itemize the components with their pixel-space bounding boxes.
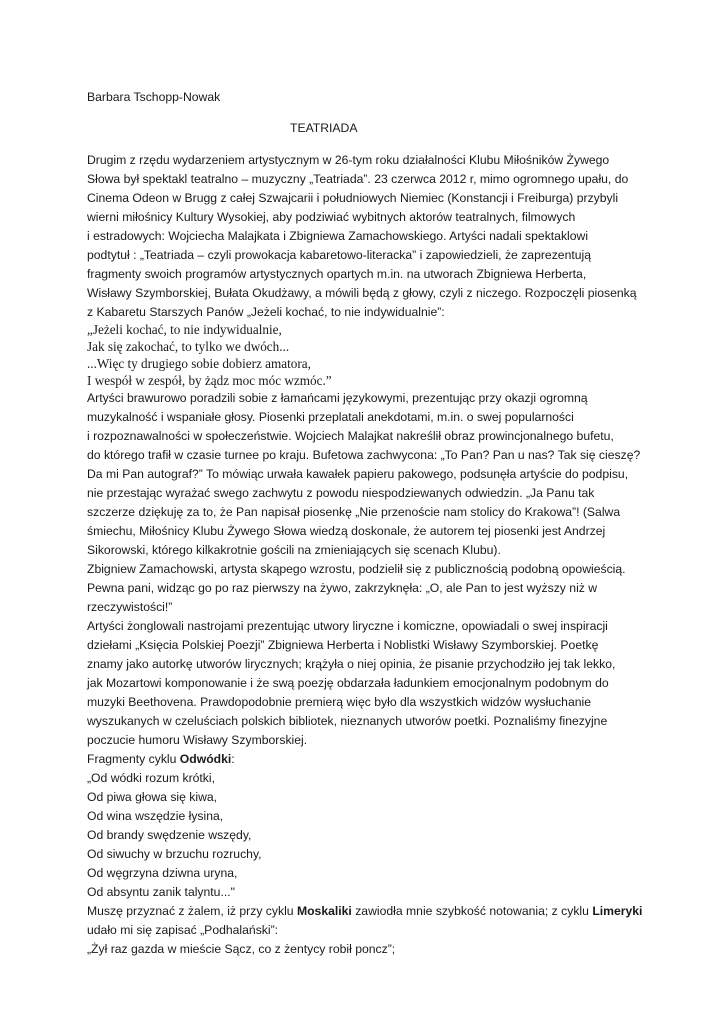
paragraph-line: i rozpoznawalności w społeczeństwie. Wojciech Malajkat nakreślił obraz prowincjonalnego bufetu,: [87, 429, 614, 443]
paragraph-line: Wisławy Szymborskiej, Bułata Okudżawy, a mówili będą z głowy, czyli z niczego. Rozpoczęli piosenką: [87, 286, 637, 300]
paragraph-line: z Kabaretu Starszych Panów „Jeżeli kochać, to nie indywidualnie”:: [87, 305, 445, 319]
paragraph-line: Artyści żonglowali nastrojami prezentując utwory liryczne i komiczne, opowiadali o swej inspiracji: [87, 619, 608, 633]
paragraph-line-cycles: [87, 903, 642, 919]
poem-line: „Od wódki rozum krótki,: [87, 771, 215, 785]
cycle-heading-odwodki: [87, 751, 235, 767]
poem-line: Od brandy swędzenie wszędy,: [87, 828, 252, 842]
document-title: TEATRIADA: [290, 121, 358, 135]
cycle-name-bold: Moskaliki: [296, 904, 352, 918]
poem-line: Od wina wszędzie łysina,: [87, 809, 224, 823]
paragraph-line: Artyści brawurowo poradzili sobie z łamańcami językowymi, prezentując przy okazji ogromną: [87, 391, 588, 405]
paragraph-line: wyszukanych w czeluściach polskich bibliotek, nieznanych utworów poetki. Poznaliśmy finezyjne: [87, 714, 608, 728]
paragraph-line: dziełami „Księcia Polskiej Poezji” Zbigniewa Herberta i Noblistki Wisławy Szymborskiej. Poetkę: [87, 638, 599, 652]
paragraph-line: Pewna pani, widząc go po raz pierwszy na żywo, zakrzyknęła: „O, ale Pan to jest wyższy niż w: [87, 581, 598, 595]
paragraph-line: jak Mozartowi komponowanie i że swą poezję obdarzała ładunkiem emocjonalnym podobnym do: [87, 676, 609, 690]
song-verse-line: Jak się zakochać, to tylko we dwóch...: [87, 339, 290, 354]
paragraph-line: znamy jako autorkę utworów lirycznych; krążyła o niej opinia, że pisanie przychodziło jej tak lekko,: [87, 657, 616, 671]
paragraph-line: muzykalność i wspaniałe głosy. Piosenki przeplatali anekdotami, m.in. o swej popularności: [87, 410, 574, 424]
song-verse-line: ...Więc ty drugiego sobie dobierz amatora,: [87, 356, 311, 371]
paragraph-line: Drugim z rzędu wydarzeniem artystycznym w 26-tym roku działalności Klubu Miłośników Żywego: [87, 153, 610, 167]
paragraph-line: rzeczywistości!”: [87, 600, 173, 614]
paragraph-line: Da mi Pan autograf?” To mówiąc urwała kawałek papieru pakowego, podsunęła artyście do podpisu,: [87, 467, 629, 481]
paragraph-line: udało mi się zapisać „Podhalański”:: [87, 923, 279, 937]
poem-line: Od siwuchy w brzuchu rozruchy,: [87, 847, 262, 861]
paragraph-line: nie przestając wyrażać swego zachwytu z powodu niespodziewanych odwiedzin. „Ja Panu tak: [87, 486, 595, 500]
song-verse-line: „Jeżeli kochać, to nie indywidualnie,: [87, 322, 282, 337]
paragraph-line: Zbigniew Zamachowski, artysta skąpego wzrostu, podzielił się z publicznością podobną opowieścią.: [87, 562, 626, 576]
poem-line: Od węgrzyna dziwna uryna,: [87, 866, 238, 880]
cycle-name-bold: Limeryki: [592, 904, 643, 918]
paragraph-line: muzyki Beethovena. Prawdopodobnie premierą więc było dla wszystkich widzów wysłuchanie: [87, 695, 591, 709]
text-run: Muszę przyznać z żalem, iż przy cyklu: [87, 904, 297, 918]
song-verse-line: I wespół w zespół, by żądz moc móc wzmóc.”: [87, 373, 332, 388]
text-run: Fragmenty cyklu: [87, 752, 180, 766]
paragraph-line: „Żył raz gazda w mieście Sącz, co z żentycy robił poncz”;: [87, 942, 396, 956]
paragraph-line: Cinema Odeon w Brugg z całej Szwajcarii i południowych Niemiec (Konstancji i Freiburga) przybyli: [87, 191, 619, 205]
text-run: :: [231, 752, 235, 766]
paragraph-line: do którego trafił w czasie turnee po kraju. Bufetowa zachwycona: „To Pan? Pan u nas? Tak się cieszę?: [87, 448, 641, 462]
poem-line: Od piwa głowa się kiwa,: [87, 790, 218, 804]
author-name: Barbara Tschopp-Nowak: [87, 90, 221, 104]
text-run: zawiodła mnie szybkość notowania; z cyklu: [351, 904, 593, 918]
paragraph-line: szczerze dziękuję za to, że Pan napisał piosenkę „Nie przenoście nam stolicy do Krakowa”! (Salwa: [87, 505, 621, 519]
paragraph-line: Sikorowski, którego kilkakrotnie gościli na zmieniających się scenach Klubu).: [87, 543, 501, 557]
paragraph-line: fragmenty swoich programów artystycznych opartych m.in. na utworach Zbigniewa Herberta,: [87, 267, 587, 281]
cycle-name-bold: Odwódki: [179, 752, 232, 766]
poem-line: Od absyntu zanik talyntu...": [87, 885, 235, 899]
paragraph-line: Słowa był spektakl teatralno – muzyczny „Teatriada”. 23 czerwca 2012 r, mimo ogromnego upału, do: [87, 172, 629, 186]
paragraph-line: wierni miłośnicy Kultury Wysokiej, aby podziwiać wybitnych aktorów teatralnych, filmowych: [87, 210, 576, 224]
paragraph-line: poczucie humoru Wisławy Szymborskiej.: [87, 733, 308, 747]
paragraph-line: i estradowych: Wojciecha Malajkata i Zbigniewa Zamachowskiego. Artyści nadali spektaklowi: [87, 229, 589, 243]
paragraph-line: śmiechu, Miłośnicy Klubu Żywego Słowa wiedzą doskonale, że autorem tej piosenki jest Andrzej: [87, 524, 606, 538]
paragraph-line: podtytuł : „Teatriada – czyli prowokacja kabaretowo-literacka” i zapowiedzieli, że zaprezentują: [87, 248, 591, 262]
